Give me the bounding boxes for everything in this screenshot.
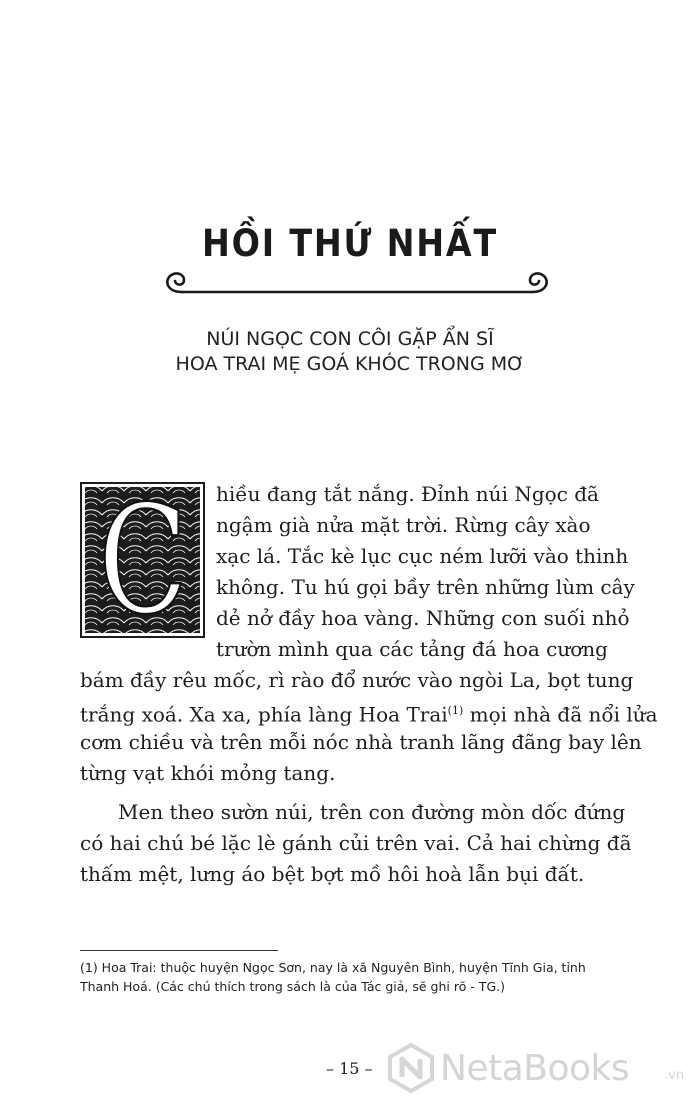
footnote-line-2: Thanh Hoá. (Các chú thích trong sách là của Tác giả, sẽ ghi rõ - TG.) [80,979,505,994]
body-line: hiều đang tắt nắng. Đỉnh núi Ngọc đã [216,482,599,506]
drop-cap-c [80,482,205,638]
body-line: cơm chiều và trên mỗi nóc nhà tranh lãng đãng bay lên [80,730,642,754]
body-line: không. Tu hú gọi bầy trên những lùm cây [216,575,635,599]
body-line: Men theo sườn núi, trên con đường mòn dốc đứng [118,800,626,824]
watermark-suffix: .vn [664,1068,685,1083]
chapter-subtitle-line-1: NÚI NGỌC CON CÔI GẶP ẨN SĨ [206,328,494,350]
body-line: bám đầy rêu mốc, rì rào đổ nước vào ngòi La, bọt tung [80,668,634,692]
body-line: có hai chú bé lặc lè gánh củi trên vai. Cả hai chừng đã [80,831,632,855]
body-text: trắng xoá. Xa xa, phía làng Hoa Trai [80,702,448,727]
chapter-subtitle-line-2: HOA TRAI MẸ GOÁ KHÓC TRONG MƠ [175,353,525,375]
body-line: thấm mệt, lưng áo bệt bợt mồ hôi hoà lẫn bụi đất. [80,862,585,886]
footnote-line-1: (1) Hoa Trai: thuộc huyện Ngọc Sơn, nay là xã Nguyên Bình, huyện Tĩnh Gia, tỉnh [80,960,586,975]
body-line: xạc lá. Tắc kè lục cục ném lưỡi vào thinh [216,544,629,568]
body-line: dẻ nở đầy hoa vàng. Những con suối nhỏ [216,606,630,630]
chapter-title: HỒI THỨ NHẤT [202,222,498,265]
body-line: trườn mình qua các tảng đá hoa cương [216,637,608,661]
footnote-rule [80,950,278,951]
body-line: ngậm già nửa mặt trời. Rừng cây xào [216,513,591,537]
footnote-marker: (1) [447,704,464,717]
drop-cap-letter: C [98,482,188,638]
page-number: – 15 – [326,1059,373,1078]
body-text: mọi nhà đã nổi lửa [463,702,658,727]
watermark-brand: NetaBooks [440,1048,630,1089]
body-line [80,699,658,727]
ornamental-divider [160,268,554,302]
body-line: từng vạt khói mỏng tang. [80,761,336,785]
netabooks-logo-icon [388,1043,434,1093]
